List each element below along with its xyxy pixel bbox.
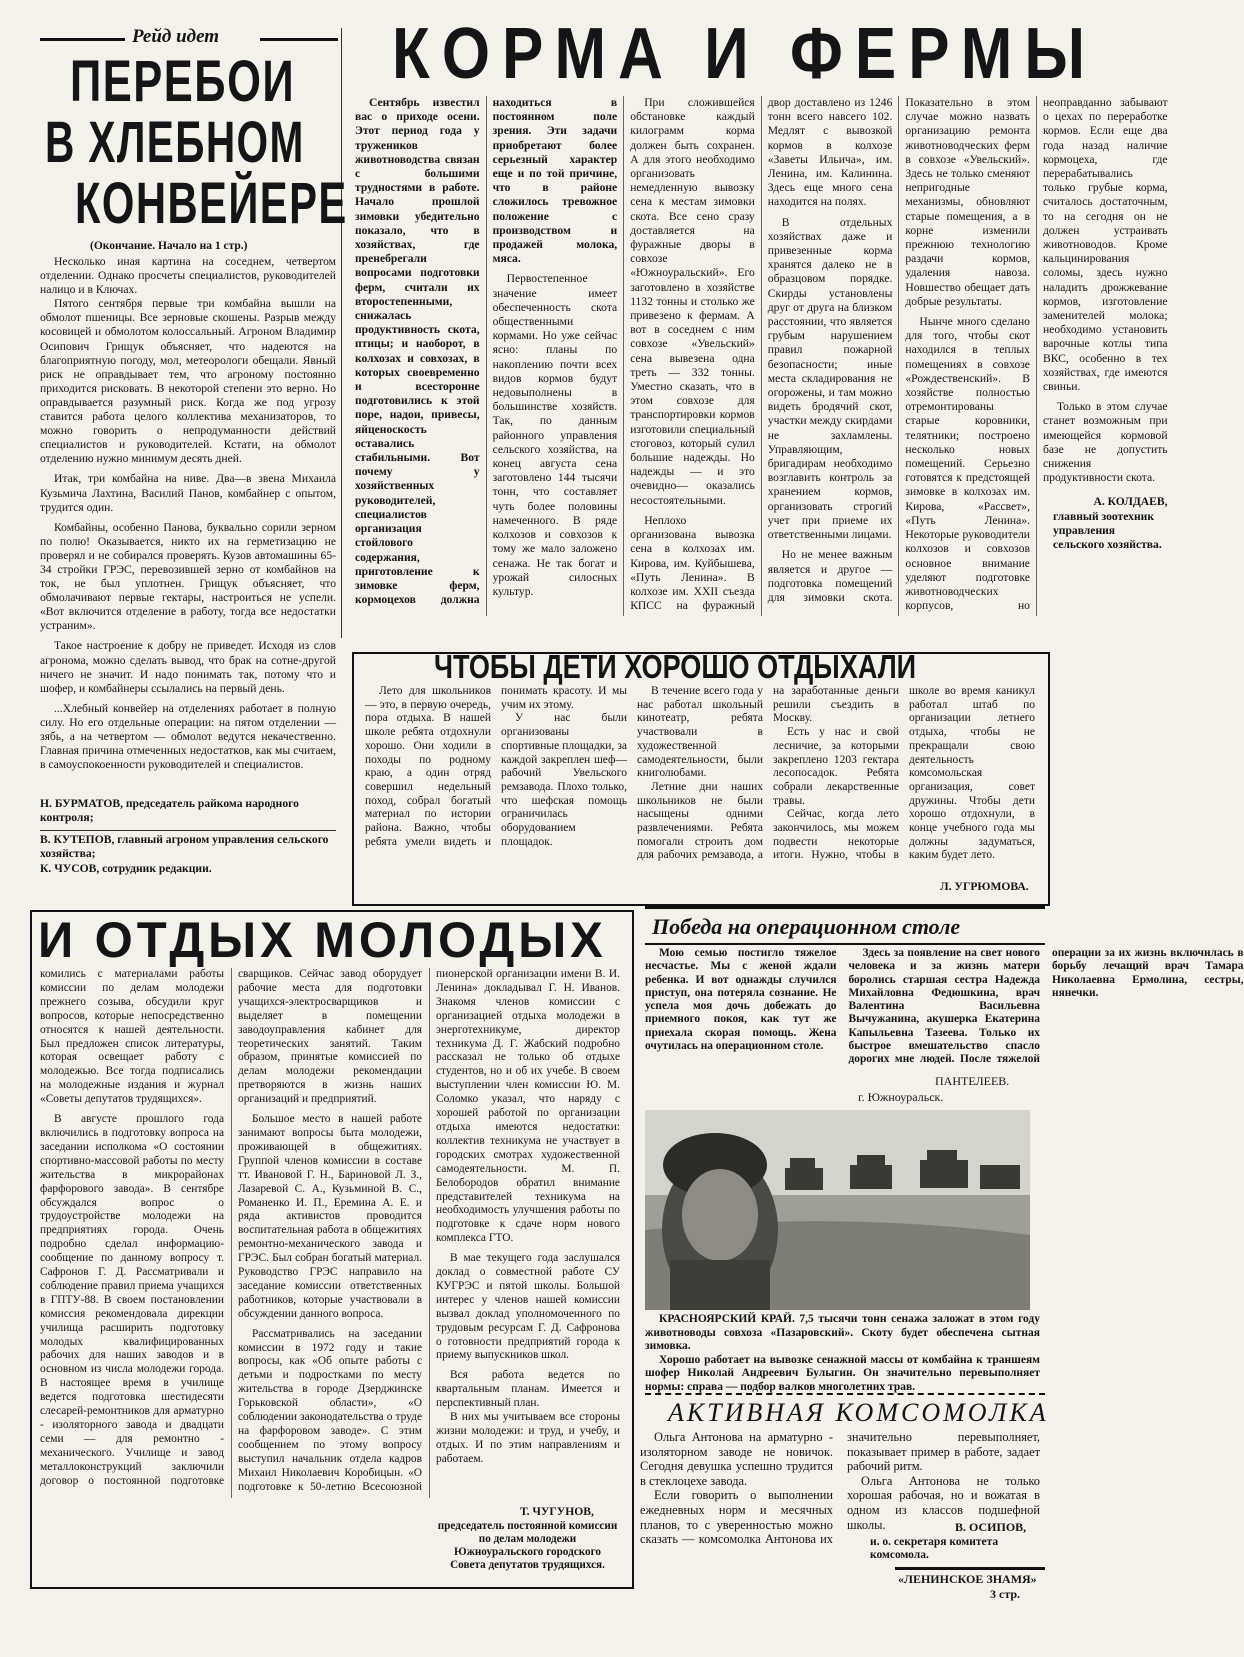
raid-paragraph: Несколько иная картина на соседнем, четвертом отделении. Однако просчеты специалистов, руководителей налицо и в Ключах. [40, 255, 336, 297]
victory-body [645, 947, 1244, 1072]
victory-rule-top [645, 906, 1045, 909]
komsomol-paragraph: Ольга Антонова не только хорошая рабочая, но и вожатая в одном из классов подшефной школы. [847, 1473, 1040, 1532]
raid-paragraph: Итак, три комбайна на ниве. Два—в звена Михаила Кузьмича Лахтина, Василий Панов, комбайнер с опытом, трудится один. [40, 472, 336, 514]
victory-signature: ПАНТЕЛЕЕВ. [935, 1074, 1010, 1088]
footer-page-number: 3 стр. [990, 1587, 1021, 1601]
feed-paragraph: Нынче много сделано для того, чтобы скот находился в теплых помещениях в совхозе «Рождественский». В хозяйстве полностью отремонтированы старые коровники, телятники; построено несколько новых помещений. Серьезно готовятся к предстоящей зимовке в колхозах им. Кирова, «Рассвет», «Путь Ленина». Некоторые руководители колхозов и совхозов основное внимание уделяют подготовке животноводческих корпусов, но неоправданно забывают о цехах по переработке кормов. Если еще два года назад наличие кормоцеха, где перерабатывались только грубые корма, считалось достаточным, то на сегодня он не должен устраивать животноводов. Кроме кальцинирования соломы, здесь нужно наладить дрожжевание кормов, изготовление заменителей молока; необходимо установить варочные котлы типа ВКС, особенно в тех хозяйствах, где имеются свиньи. [905, 96, 1168, 613]
raid-title-line-3: КОНВЕЙЕРЕ [75, 171, 348, 236]
footer-paper-name: «ЛЕНИНСКОЕ ЗНАМЯ» [898, 1572, 1037, 1586]
footer-rule [895, 1567, 1045, 1570]
komsomol-paragraph: Если говорить о выполнении ежедневных норм и месячных планов, то с уверенностью можно сказать — комсомолка Антонова их значительно перевыполняет, показывает пример в работе, задает рабочий ритм. [640, 1430, 1040, 1547]
feed-paragraph: Первостепенное значение имеет обеспеченность скота общественными кормами. Но уже сейчас ясно: планы по накоплению почти всех видов кормов будут недовыполнены в большинстве хозяйств. Так, по данным районного управления сельского хозяйства, на конец августа сена заготовлено 144 тысячи тонн, что составляет чуть более половины намеченного. В ряде колхозов и совхозов к тому же мало заложено сенажа. Не так богат и урожай силосных культур. [492, 272, 618, 598]
feed-body [355, 96, 1168, 616]
youth-paragraph: В них мы учитываем все стороны жизни молодежи: и труд, и учебу, и отдых. И по этим направлениям и работаем. [436, 1411, 620, 1465]
kids-signature: Л. УГРЮМОВА. [940, 880, 1029, 893]
feed-paragraph: При сложившейся обстановке каждый килограмм корма должен быть сохранен. А для этого необходимо организовать немедленную вывозку сена к местам зимовки скота. Все сено сразу доставляется на фуражные дворы в совхозе «Южноуральский». Его заготовлено в хозяйстве 1132 тонны и столько же привезено к фермам. А вот в соседнем с ним совхозе «Увельский» сена вывезена одна треть — 332 тонны. Уместно сказать, что в этом совхозе для транспортировки кормов изготовили специальный стоговоз, который сулил большие надежды. Но надежды — и это очевидно— оказались несостоятельными. [630, 96, 755, 507]
kids-paragraph: В течение всего года у нас работал школьный кинотеатр, ребята участвовали в художественной самодеятельности, были книголюбами. [637, 685, 763, 780]
kids-paragraph: Лето для школьников — это, в первую очередь, пора отдыха. В нашей школе ребята отдохнули хорошо. Они ходили в походы по родному краю, а один отряд совершил недельный поход, собрал богатый материал по истории района. Важно, чтобы ребята умели видеть и понимать красоту. И мы учим их этому. [365, 685, 627, 848]
youth-paragraph: В мае текущего года заслушался доклад о совместной работе СУ КУГРЭС и пятой школы. Большой интерес у членов нашей комиссии вызвал доклад уполномоченного по трудовым ресурсам Г. Д. Сафронова о готовности предприятий города к приему выпускников школ. [436, 1252, 620, 1362]
feed-signature-role: главный зоотехник управления сельского хозяйства. [1052, 509, 1162, 552]
feed-paragraph: Только в этом случае станет возможным при имеющейся кормовой базе не допустить снижения продуктивности скота. [1042, 400, 1168, 485]
kids-paragraph: Сейчас, когда лето закончилось, мы можем подвести некоторые итоги. Нужно, чтобы в школе во время каникул работал штаб по организации летнего отдыха, чтобы не прекращали свою деятельность комсомольская организация, совет дружины. Чтобы дети хорошо отдохнули, в конце учебного года мы должны задуматься, каким будет лето. [773, 685, 1035, 862]
komsomol-signature-name: В. ОСИПОВ, [955, 1520, 1027, 1534]
kids-paragraph: Есть у нас и свой лесничие, за которыми закреплено 1203 гектара лесопосадок. Ребята собрали лекарственные травы. [773, 726, 899, 807]
youth-signature-role: председатель постоянной комиссии по делам молодежи Южноуральского городского Совета депутатов трудящихся. [437, 1520, 618, 1571]
raid-divider [341, 28, 342, 638]
raid-signature-2: В. КУТЕПОВ, главный агроном управления сельского хозяйства; [40, 830, 336, 861]
victory-title: Победа на операционном столе [652, 914, 961, 939]
victory-paragraph: Мою семью постигло тяжелое несчастье. Мы с женой ждали ребенка. И вот однажды случился приступ, она потеряла сознание. Не успела моя дочь добежать до приемного покоя, как тут же приехала скорая помощь. Жена очутилась на операционном столе. [645, 947, 837, 1053]
youth-paragraph: Большое место в нашей работе занимают вопросы быта молодежи, проживающей в общежитиях. Группой членов комиссии в составе тт. Ивановой Г. Н., Бариновой Л. З., Лазаревой С. А., Кузьминой В. С., Романенко И. П., Еремина А. Е. и ряда активистов проводится воспитательная работа в общежитиях ремонтно-механического завода и ГРЭС. Был собран богатый материал. Руководство ГРЭС направило на заседание комиссии ответственных работников, которые участвовали в обсуждении данного вопроса. [238, 1113, 422, 1320]
feed-paragraph: Неплохо организована вывозка сена в колхозах им. Кирова, им. Куйбышева, «Путь Ленина». В колхозе им. XXII съезда КПСС на фуражный двор доставлено из 1246 тонн всего навсего 102. Медлят с вывозкой кормов в колхозе «Заветы Ильича», им. Ленина, им. Калинина. Здесь еще много сена находится на полях. [630, 96, 893, 613]
photo-caption-lead: КРАСНОЯРСКИЙ КРАЙ. 7,5 тысячи тонн сенажа заложат в этом году животноводы совхоза «Пазаровский». Скоту будет обеспечена сытная зимовка. [645, 1313, 1040, 1352]
youth-paragraph: Рассматривались на заседании комиссии в 1972 году и такие вопросы, как «Об опыте работы с детьми и подростками по месту жительства в городе Дзерджинске Горьковской области», «О соблюдении законодательства о труде на фарфоровом заводе». С этим сообщением по этому вопросу выступил начальник отдела кадров Михаил Николаевич Коробицын. «О подготовке к 50-летию Всесоюзной пионерской организации имени В. И. Ленина» докладывал Г. Н. Иванов. Знакомя членов комиссии с организацией отдыха молодежи в энерготехникуме, директор техникума Д. Г. Жабский подробно рассказал не только об отдыхе студентов, но и об их учебе. В своем выступлении член комиссии Ю. М. Соломко указал, что наряду с хорошей работой по организации отдыха имеются недостатки: коллектив техникума не участвует в городских смотрах художественной самодеятельности. М. П. Белобородов обратил внимание представителей техникума на необходимость улучшения работы по подготовке к сдаче норм нового комплекса ГТО. [238, 968, 620, 1493]
victory-place: г. Южноуральск. [858, 1090, 944, 1104]
youth-body [40, 968, 620, 1498]
feed-signature-name: А. КОЛДАЕВ, [1093, 495, 1168, 509]
raid-body [40, 255, 336, 793]
feed-paragraph: Но не менее важным является и другое — подготовка помещений для зимовки скота. Показательно в этом случае можно назвать организацию ремонта животноводческих ферм в совхозе «Увельский». Здесь не только сменяют непригодные механизмы, обновляют старые помещения, а в корне изменили прежнюю технологию раздачи кормов, удаления навоза. Новшество обещает дать добрые результаты. [767, 96, 1030, 604]
photo-caption-body: Хорошо работает на вывозке сенажной массы от комбайна к траншеям шофер Николай Андреевич Булыгин. Он значительно перевыполняет нормы: справа — подбор валков многолетних трав. [645, 1353, 1040, 1393]
raid-title-line-2: В ХЛЕБНОМ [45, 110, 305, 175]
feed-title: КОРМА И ФЕРМЫ [392, 14, 1098, 94]
feed-paragraph: В отдельных хозяйствах даже и привезенные корма хранятся далеко не в образцовом порядке. Скирды установлены друг от друга на близком расстоянии, что является грубым нарушением правил пожарной безопасности; иные места складирования не огорожены, и там можно видеть бродячий скот, участки между скирдами не захламлены. Управляющим, бригадирам необходимо возглавить контроль за хранением кормов, организовать строгий учет при приеме их ответственными лицами. [767, 215, 893, 542]
komsomol-rule-top [645, 1393, 1045, 1395]
youth-paragraph: Вся работа ведется по квартальным планам. Имеется и перспективный план. [436, 1369, 620, 1410]
raid-paragraph: Комбайны, особенно Панова, буквально сорили зерном по полю! Оказывается, никто их на герметизацию не проверял и не собирался проверять. Кузов автомашины 65-34 стройки ГРЭС, перевозившей зерно от комбайнов на ток, не был уплотнен. Грищук объясняет, что обмолачивают первые гектары, настроиться не успели. «Вот включится отделение в работу, тогда все недостатки устраним». [40, 520, 336, 633]
komsomol-paragraph: Ольга Антонова на арматурно - изоляторном заводе не новичок. Сегодня девушка успешно трудится в стеклоцехе завода. [640, 1430, 833, 1488]
raid-signature-1: Н. БУРМАТОВ, председатель райкома народного контроля; [40, 797, 299, 824]
photo-scene [645, 1110, 1030, 1310]
kids-paragraph: У нас были организованы спортивные площадки, за каждой закреплен шеф—рабочий Увельского ремзавода. Плохо только, что шефская помощь ограничилась оборудованием площадок. [501, 712, 627, 848]
youth-paragraph: В августе прошлого года включились в подготовку вопроса на заседании исполкома «О состоянии спортивно-массовой работы по месту жительства в микрорайонах фарфорового завода». В сентябре обсуждался вопрос о трудоустройстве молодежи на предприятиях города. Очень подробно сделал информацию-сообщение по данному вопросу т. Сафронов Г. Д. Рассматривали и соблюдение правил приема учащихся в ГПТУ-88. В своем постановлении комиссия рекомендовала дирекции училища расширить подготовку молодых квалифицированных рабочих для наших заводов и в основном из числа молодежи города. В настоящее время в училище ведется подготовка шестидесяти слесарей-ремонтников для арматурно - изоляторного завода и двадцати семи — для ремонтно - механического. Училище и завод металлоконструкций заключили договор о постоянной подготовке сварщиков. Сейчас завод оборудует рабочие места для подготовки учащихся-электросварщиков и выделяет в помещении заводоуправления кабинет для теоретических занятий. Таким образом, принятые комиссией по делам молодежи рекомендации претворяются в жизнь наших организаций и предприятий. [40, 968, 422, 1487]
raid-paragraph: Пятого сентября первые три комбайна вышли на обмолот пшеницы. Все зерновые скошены. Разрыв между косовицей и обмолотом колоссальный. Агроном Владимир Осипович Грищук объясняет, что надеются на благоприятную погоду, мол, метеорологи обещали. Явный риск не оправдывает тем, что агроному постоянно приходится рисковать. В некоторой степени это верно. Но оправдывается разумный риск. Когда же под угрозу ставится работа целого коллектива механизаторов, то можно говорить о непродуманности действий специалистов и руководителей. Кстати, на обмолот отделению нужно минимум десять дней. [40, 297, 336, 466]
raid-rubric-text: Рейд идет [132, 26, 220, 47]
raid-signature-3: К. ЧУСОВ, сотрудник редакции. [40, 862, 212, 875]
raid-paragraph: Такое настроение к добру не приведет. Исходя из слов агронома, можно сделать вывод, что брак на сотне-другой ничего не значит. И надо понимать так, потому что и шофер, и комбайнеры ссылались на первый день. [40, 639, 336, 695]
kids-title: ЧТОБЫ ДЕТИ ХОРОШО ОТДЫХАЛИ [434, 648, 917, 685]
victory-rule-bottom [645, 943, 1045, 945]
raid-continuation: (Окончание. Начало на 1 стр.) [90, 240, 248, 252]
feed-paragraph: Сентябрь известил вас о приходе осени. Этот период года у тружеников животноводства связан с большими трудностями в работе. Начало прошлой зимовки убедительно показало, что в хозяйствах, где пренебрегали вопросами подготовки ферм, считали их второстепенными, снижалась продуктивность скота, птицы; и наоборот, в колхозах и совхозах, в которых своевременно и всесторонне подготовились к этой поре, надои, привесы, яйценоскость оставались стабильными. Вот почему у хозяйственных руководителей, специалистов организация стойлового содержания, приготовление к зимовке ферм, кормоцехов должна находиться в постоянном поле зрения. Эти задачи приобретают более серьезный характер еще и по той причине, что в районе сложилось тревожное положение с производством и продажей молока, мяса. [355, 96, 618, 607]
raid-rubric [40, 28, 338, 48]
raid-title-line-1: ПЕРЕБОИ [70, 49, 296, 114]
youth-title: И ОТДЫХ МОЛОДЫХ [38, 912, 607, 968]
victory-paragraph: Здесь за появление на свет нового человека и за жизнь матери боролись старшая сестра Надежда Михайловна Федюшкина, врач Валентина Васильевна Вычужанина, акушерка Екатерина Капыльевна Тазеева. Только их быстрое вмешательство спасло дорогих мне людей. После тяжелой операции за их жизнь включилась в борьбу лечащий врач Тамара Николаевна Ермолина, сестры, нянечки. [848, 947, 1244, 1066]
kids-body [365, 685, 1035, 875]
raid-paragraph: ...Хлебный конвейер на отделениях работает в полную силу. Но его отдельные операции: на пятом отделении — зябь, а на четвертом — обмолот ведутся некачественно. Главная причина отмеченных недостатков, как мы считаем, в самоуспокоенности руководителей и специалистов. [40, 701, 336, 772]
komsomol-signature-role: и. о. секретаря комитета комсомола. [870, 1536, 999, 1561]
youth-signature-name: Т. ЧУГУНОВ, [520, 1505, 594, 1518]
youth-paragraph: комились с материалами работы комиссии по делам молодежи прежнего созыва, обсудили круг вопросов, которые непосредственно относятся к нашей деятельности. Был предложен список литературы, которая освещает работу с молодежью. Все тогда подписались на молодежные издания и журнал «Советы депутатов трудящихся». [40, 968, 224, 1106]
photo-caption [645, 1313, 1040, 1393]
hay-harvest-photo [645, 1110, 1030, 1310]
komsomol-title: АКТИВНАЯ КОМСОМОЛКА [668, 1398, 1049, 1427]
kids-paragraph: Летние дни наших школьников не были насыщены одними развлечениями. Ребята помогали строить дом для рабочих ремзавода, а на заработанные деньги решили съездить в Москву. [637, 685, 899, 862]
